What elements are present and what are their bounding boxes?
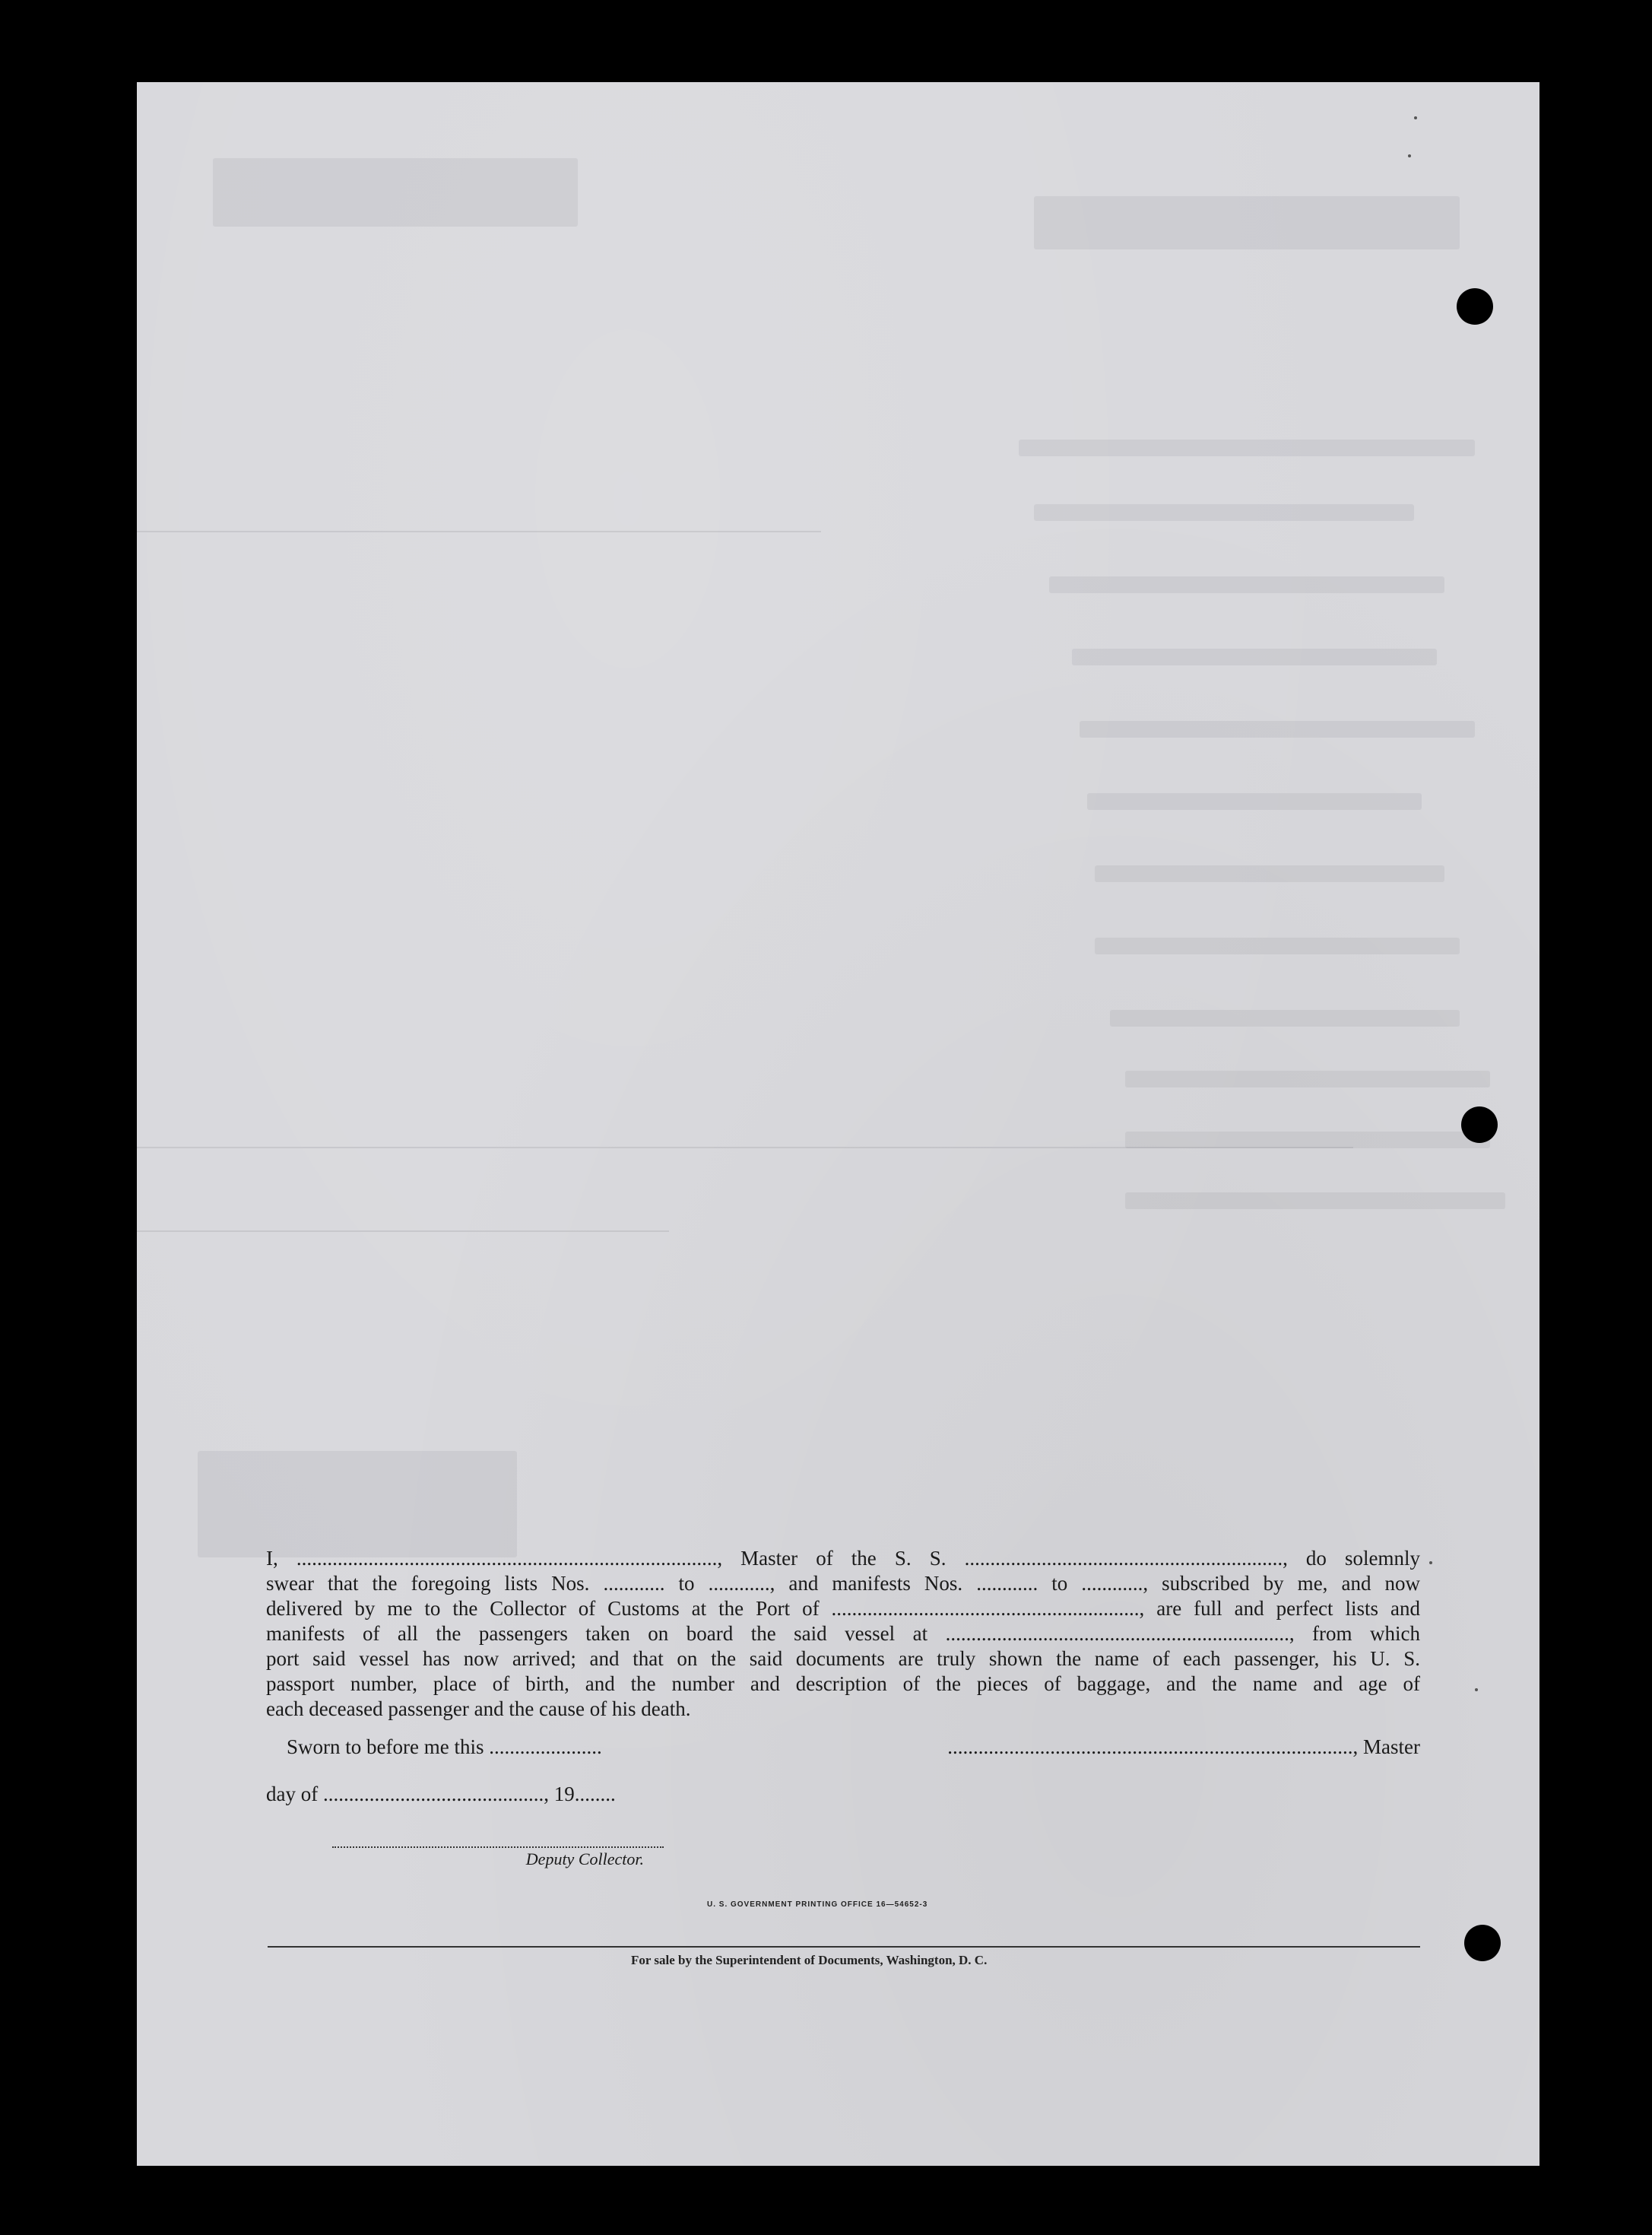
day-date-line: day of ..........................................., 19........	[266, 1783, 616, 1805]
deputy-collector-signature-rule	[332, 1846, 664, 1848]
footer-rule	[268, 1946, 1420, 1948]
manifest-form-paper	[137, 82, 1539, 2166]
bleed-through-entry	[1095, 938, 1460, 954]
bleed-through-entry	[1095, 865, 1444, 882]
sale-notice: For sale by the Superintendent of Documents, Washington, D. C.	[631, 1953, 988, 1967]
oath-line-1: I, .................................................................................., Master of the S. S. .............................................................., do solemnly	[266, 1547, 1420, 1570]
punch-hole-middle	[1461, 1106, 1498, 1143]
speck	[1429, 1561, 1432, 1564]
bleed-through-entry	[1049, 576, 1444, 593]
bleed-through-entry	[1125, 1192, 1505, 1209]
sworn-before-line: Sworn to before me this ......................	[287, 1735, 602, 1758]
speck	[1475, 1688, 1478, 1691]
bleed-through-entry	[1019, 440, 1475, 456]
bleed-through-entry	[1110, 1010, 1460, 1027]
bleed-through-header	[213, 158, 578, 227]
oath-line-6: passport number, place of birth, and the number and description of the pieces of baggage, and the name and age of	[266, 1672, 1420, 1695]
speck	[1408, 154, 1411, 157]
master-signature-line: ..............................................................................., Master	[947, 1735, 1420, 1758]
bleed-through-entry	[1125, 1071, 1490, 1087]
oath-line-5: port said vessel has now arrived; and that on the said documents are truly shown the name of each passenger, his U. S.	[266, 1647, 1420, 1670]
bleed-through-entry	[1125, 1132, 1490, 1148]
oath-line-2: swear that the foregoing lists Nos. ............ to ............, and manifests Nos. ............ to ............, subscribed by me, and now	[266, 1572, 1420, 1595]
punch-hole-top	[1457, 288, 1493, 325]
bleed-through-rule	[137, 1230, 669, 1232]
printer-imprint: U. S. GOVERNMENT PRINTING OFFICE 16—54652-3	[707, 1900, 928, 1909]
oath-line-4: manifests of all the passengers taken on board the said vessel at ..................................................................., from which	[266, 1622, 1420, 1645]
bleed-through-entry	[1080, 721, 1475, 738]
punch-hole-bottom	[1464, 1925, 1501, 1961]
oath-line-7: each deceased passenger and the cause of his death.	[266, 1697, 691, 1720]
bleed-through-header-right	[1034, 196, 1460, 249]
deputy-collector-label: Deputy Collector.	[525, 1849, 644, 1868]
oath-line-3: delivered by me to the Collector of Customs at the Port of ............................................................, are full and perfect lists and	[266, 1597, 1420, 1620]
bleed-through-rule	[137, 531, 821, 532]
bleed-through-handwriting	[198, 1451, 517, 1557]
bleed-through-entry	[1087, 793, 1422, 810]
speck	[1414, 116, 1417, 119]
bleed-through-entry	[1034, 504, 1414, 521]
bleed-through-entry	[1072, 649, 1437, 665]
master-oath-paragraph	[266, 1546, 1420, 1722]
